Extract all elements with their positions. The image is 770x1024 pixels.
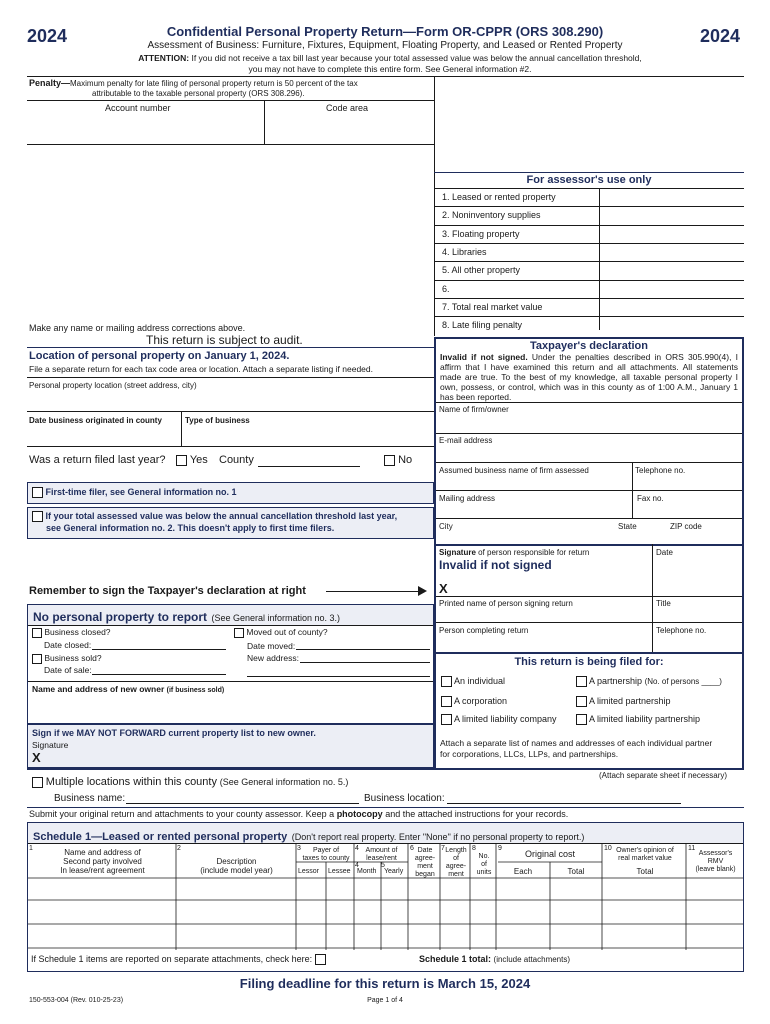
page-number: Page 1 of 4 (367, 997, 403, 1004)
col3-line1: Payer of (312, 847, 340, 854)
col9-header: Original cost (524, 849, 576, 859)
location-title: Location of personal property on January 1, 2024. (29, 350, 290, 362)
col-num-1: 1 (29, 845, 33, 852)
state-label: State (618, 522, 637, 531)
assessor-row-label: 3. Floating property (442, 228, 520, 239)
col8-l3: units (476, 869, 492, 876)
each-label: Each (513, 867, 533, 876)
col7-l4: ment (448, 871, 464, 878)
month-label: Month (357, 868, 377, 875)
submit-text-1: Submit your original return and attachments to your county assessor. Keep a (29, 809, 335, 819)
multi-label: Multiple locations within this county (45, 776, 217, 788)
attention-text-2: you may not have to complete this entire form. See General information #2. (248, 64, 532, 74)
forward-signature-label: Signature (32, 740, 69, 750)
col1-line2: Second party involved (63, 857, 142, 866)
col3-line2: taxes to county (302, 855, 350, 862)
multi-note: (See General information no. 5.) (219, 777, 349, 787)
col-num-7: 7 (441, 845, 445, 852)
new-address-label: New address: (247, 653, 299, 663)
col4-line2: lease/rent (366, 855, 397, 862)
assessor-title: For assessor's use only (526, 174, 652, 186)
assessor-row-label: 1. Leased or rented property (442, 192, 556, 202)
yes-label: Yes (189, 454, 208, 466)
col3-header (298, 847, 354, 863)
form-title: Confidential Personal Property Return—Form OR-CPPR (ORS 308.290) (166, 24, 604, 39)
attach-note-2: for corporations, LLCs, LLPs, and partnerships. (440, 749, 619, 759)
llc-label: A limited liability company (454, 714, 557, 724)
location-field-label: Personal property location (street address, city) (29, 381, 197, 390)
invalid-if-not-signed: Invalid if not signed (439, 558, 552, 572)
assessor-row-label: 8. Late filing penalty (442, 320, 523, 331)
col1-header (30, 848, 175, 875)
col6-l3: ment (417, 863, 433, 870)
attention-label: ATTENTION: (138, 53, 190, 63)
col11-l1: Assessor's (698, 850, 733, 857)
attachments-label: If Schedule 1 items are reported on separate attachments, check here: (31, 954, 313, 964)
no-label: No (398, 454, 413, 466)
penalty-label: Penalty— (29, 78, 71, 88)
date-label: Date (656, 548, 673, 557)
no-property-note: (See General information no. 3.) (211, 613, 341, 623)
remember-note: Remember to sign the Taxpayer's declaration at right (29, 585, 306, 597)
col10-l1: Owner's opinion of (616, 847, 674, 854)
business-closed-label: Business closed? (44, 627, 111, 637)
signature-label: Signature (439, 548, 476, 557)
account-number-label: Account number (105, 103, 171, 113)
col6-l1: Date (417, 847, 433, 854)
assessor-row-label: 5. All other property (442, 265, 521, 276)
audit-note: This return is subject to audit. (146, 333, 303, 347)
filing-deadline: Filing deadline for this return is March 15, 2024 (239, 976, 531, 991)
business-sold-label: Business sold? (44, 653, 102, 663)
multi-attach-note: (Attach separate sheet if necessary) (599, 771, 728, 780)
schedule-total-field[interactable] (604, 951, 686, 969)
date-of-sale-label: Date of sale: (44, 665, 92, 675)
declaration-text: Under the penalties described in ORS 305.990(4), I affirm that I have examined this return and all attachments. All statements made are true. To the best of my knowledge, all taxable personal property I own, possess, or control, which was in this county as of 1:00 A.M., January 1 has been reported. (440, 352, 738, 402)
mailing-address-label: Mailing address (439, 494, 496, 503)
schedule-rows-area[interactable] (30, 880, 740, 948)
col2-line2: (include model year) (200, 866, 273, 875)
assessor-row-label: 6. (442, 283, 450, 294)
limited-partnership-label: A limited partnership (589, 696, 671, 706)
col2-header (178, 857, 295, 875)
assessor-row-label: 4. Libraries (442, 246, 487, 257)
assumed-name-label: Assumed business name of firm assessed (439, 466, 589, 475)
col11-l2: RMV (707, 858, 724, 865)
date-moved-label: Date moved: (247, 641, 296, 651)
moved-out-label: Moved out of county? (246, 627, 328, 637)
no-property-title: No personal property to report (33, 610, 208, 624)
attach-note: Attach a separate list of names and addresses of each individual partner (440, 738, 713, 748)
col-num-6: 6 (410, 845, 414, 852)
col10-total-label: Total (636, 867, 654, 876)
col11-l3: (leave blank) (695, 866, 736, 873)
col-num-9: 9 (498, 845, 502, 852)
col7-header (442, 847, 470, 879)
attachments-checkbox[interactable] (315, 954, 326, 965)
col11-header (688, 850, 743, 874)
new-owner-note: (if business sold) (166, 687, 225, 694)
col7-l3: agree- (445, 863, 467, 870)
persons-count: (No. of persons ____) (644, 677, 722, 686)
telephone-label: Telephone no. (635, 466, 686, 475)
fax-label: Fax no. (637, 494, 664, 503)
col8-header (472, 853, 496, 877)
date-closed-label: Date closed: (44, 640, 92, 650)
threshold-label-2: see General information no. 2. This doesn't apply to first time filers. (46, 523, 335, 533)
col2-line1: Description (216, 857, 257, 866)
completing-label: Person completing return (439, 626, 529, 635)
col10-l2: real market value (618, 855, 672, 862)
year-right: 2024 (700, 26, 741, 46)
col10-header (604, 847, 686, 863)
corporation-label: A corporation (454, 696, 508, 706)
signature-note: of person responsible for return (478, 548, 590, 557)
col6-l4: began (415, 871, 435, 878)
threshold-label: If your total assessed value was below the annual cancellation threshold last year, (45, 511, 398, 521)
col7-l2: of (453, 855, 459, 862)
declaration-title: Taxpayer's declaration (530, 340, 648, 352)
sign-forward-label: Sign if we MAY NOT FORWARD current property list to new owner. (32, 728, 316, 738)
col6-header (411, 847, 439, 879)
attention-text: If you did not receive a tax bill last year because your total assessed value was below the annual cancellation threshold, (191, 53, 642, 63)
partnership-label: A partnership (589, 676, 643, 686)
forward-signature-x: X (32, 750, 41, 765)
penalty-text: Maximum penalty for late filing of personal property return is 50 percent of the tax (70, 79, 358, 88)
penalty-text-2: attributable to the taxable personal property (ORS 308.296). (92, 89, 305, 98)
business-name-label: Business name: (54, 793, 126, 804)
year-left: 2024 (27, 26, 68, 46)
date-originated-label: Date business originated in county (29, 416, 162, 425)
col-num-11: 11 (688, 845, 696, 852)
total-label: Total (567, 867, 585, 876)
assessor-row-label: 7. Total real market value (442, 301, 543, 312)
schedule-total-row (419, 954, 570, 965)
yearly-label: Yearly (384, 868, 404, 875)
county-label: County (219, 454, 254, 466)
col-num-4: 4 (355, 845, 359, 852)
col-num-5a: 4 (355, 862, 359, 869)
individual-label: An individual (454, 676, 506, 686)
title-label: Title (656, 599, 671, 608)
col-num-3: 3 (297, 845, 301, 852)
code-area-label: Code area (326, 103, 369, 113)
col-num-10: 10 (604, 845, 612, 852)
form-number: 150-553-004 (Rev. 010-25-23) (29, 997, 124, 1004)
col-num-8: 8 (472, 845, 476, 852)
col7-l1: Length (445, 847, 467, 854)
email-label: E-mail address (439, 436, 493, 445)
signature-x: X (439, 581, 448, 596)
filed-for-title: This return is being filed for: (514, 656, 664, 668)
location-subtitle: File a separate return for each tax code area or location. Attach a separate listing if needed. (29, 364, 373, 374)
col8-l2: of (481, 861, 487, 868)
form-subtitle: Assessment of Business: Furniture, Fixtures, Equipment, Floating Property, and Leased or Rented Property (147, 40, 623, 51)
schedule-title: Schedule 1—Leased or rented personal property (33, 831, 288, 843)
col-num-5b: 5 (381, 862, 385, 869)
col-num-2: 2 (177, 845, 181, 852)
lessee-label: Lessee (328, 868, 351, 875)
firm-label: Name of firm/owner (439, 405, 509, 414)
col1-line3: In lease/rent agreement (60, 866, 145, 875)
llp-label: A limited liability partnership (589, 714, 701, 724)
city-label: City (439, 522, 453, 531)
type-business-label: Type of business (185, 416, 250, 425)
col6-l2: agree- (414, 855, 436, 862)
zip-label: ZIP code (670, 522, 702, 531)
schedule-total-label: Schedule 1 total: (419, 954, 492, 964)
printed-name-label: Printed name of person signing return (439, 599, 573, 608)
col1-line1: Name and address of (64, 848, 141, 857)
assessor-row-label: 2. Noninventory supplies (442, 210, 541, 221)
col4-line1: Amount of (365, 847, 398, 854)
submit-bold: photocopy (336, 809, 383, 819)
lessor-label: Lessor (298, 868, 320, 875)
schedule-footer-left (31, 954, 326, 965)
schedule-total-note: (include attachments) (493, 955, 571, 964)
filed-last-year-label: Was a return filed last year? (29, 454, 166, 466)
phone2-label: Telephone no. (656, 626, 707, 635)
corrections-note: Make any name or mailing address corrections above. (29, 323, 246, 333)
first-time-label: First-time filer, see General information no. 1 (45, 487, 237, 497)
schedule-note: (Don't report real property. Enter "None" if no personal property to report.) (291, 832, 585, 842)
declaration-invalid: Invalid if not signed. (440, 352, 528, 362)
col4-header (355, 847, 408, 863)
business-location-label: Business location: (364, 793, 445, 804)
new-owner-label: Name and address of new owner (32, 684, 165, 694)
col8-l1: No. (478, 853, 490, 860)
submit-text-2: and the attached instructions for your records. (385, 809, 569, 819)
